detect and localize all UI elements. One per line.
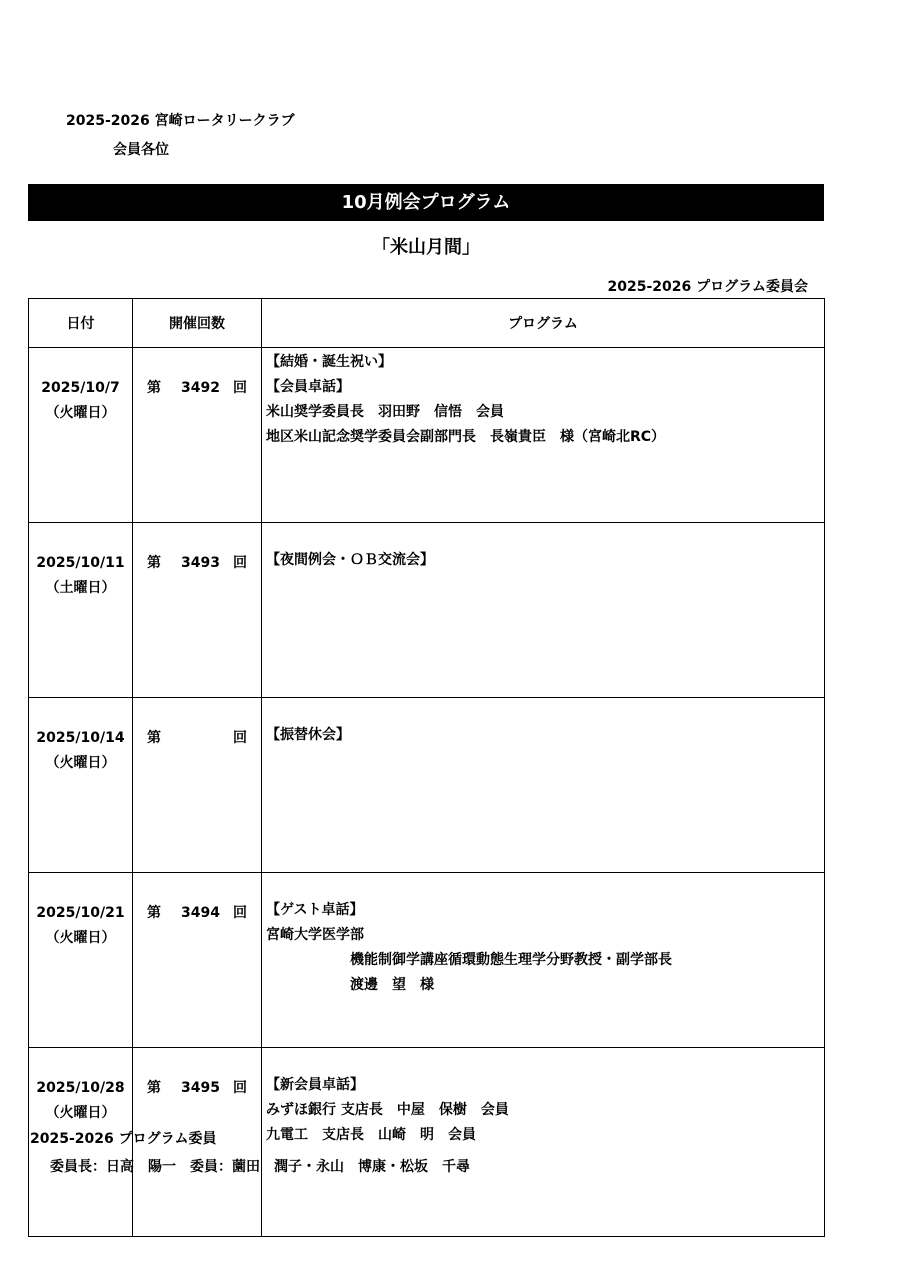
count-cell xyxy=(133,873,262,1048)
count-prefix: 第 xyxy=(147,730,161,746)
program-line: みずほ銀行 支店長 中屋 保樹 会員 xyxy=(266,1102,509,1118)
meeting-number xyxy=(181,726,233,751)
meeting-number: 3493 xyxy=(181,555,220,571)
date-cell xyxy=(29,873,133,1048)
count-prefix: 第 xyxy=(147,1080,161,1096)
column-header-program: プログラム xyxy=(262,299,825,348)
program-line: 米山奨学委員長 羽田野 信悟 会員 xyxy=(266,404,504,420)
count-suffix: 回 xyxy=(233,380,247,396)
addressee-line: 会員各位 xyxy=(113,142,169,158)
program-line: 【夜間例会・ＯＢ交流会】 xyxy=(266,552,434,568)
program-line: 機能制御学講座循環動態生理学分野教授・副学部長 xyxy=(350,952,672,968)
count-suffix: 回 xyxy=(233,730,247,746)
meeting-weekday: （火曜日） xyxy=(45,405,116,421)
count-prefix: 第 xyxy=(147,380,161,396)
program-line: 地区米山記念奨学委員会副部門長 長嶺貴臣 様（宮崎北RC） xyxy=(266,429,666,445)
meeting-weekday: （火曜日） xyxy=(45,755,116,771)
footer-committee-members: 委員長：日高 陽一 委員：薗田 潤子・永山 博康・松坂 千尋 xyxy=(50,1159,470,1175)
column-header-count: 開催回数 xyxy=(133,299,262,348)
program-line: 【結婚・誕生祝い】 xyxy=(266,354,392,370)
count-prefix: 第 xyxy=(147,905,161,921)
count-cell xyxy=(133,523,262,698)
footer-committee-title: 2025-2026 プログラム委員 xyxy=(30,1131,217,1147)
meeting-date: 2025/10/28 xyxy=(36,1080,125,1096)
table-row xyxy=(29,873,825,1048)
count-suffix: 回 xyxy=(233,555,247,571)
program-cell xyxy=(262,1048,825,1237)
program-line: 【ゲスト卓話】 xyxy=(266,902,364,918)
month-theme: 「米山月間」 xyxy=(372,237,480,258)
count-prefix: 第 xyxy=(147,555,161,571)
club-name-line: 2025-2026 宮崎ロータリークラブ xyxy=(66,113,295,129)
program-cell xyxy=(262,348,825,523)
committee-header: 2025-2026 プログラム委員会 xyxy=(607,279,808,295)
count-suffix: 回 xyxy=(233,905,247,921)
count-cell xyxy=(133,348,262,523)
meeting-date: 2025/10/14 xyxy=(36,730,125,746)
meeting-number: 3495 xyxy=(181,1080,220,1096)
program-line: 渡邊 望 様 xyxy=(350,977,434,993)
program-line: 九電工 支店長 山崎 明 会員 xyxy=(266,1127,476,1143)
program-line: 宮崎大学医学部 xyxy=(266,927,364,943)
program-table xyxy=(28,298,825,1237)
program-cell xyxy=(262,698,825,873)
program-line: 【会員卓話】 xyxy=(266,379,350,395)
date-cell xyxy=(29,348,133,523)
meeting-date: 2025/10/7 xyxy=(41,380,120,396)
table-row xyxy=(29,523,825,698)
program-cell xyxy=(262,873,825,1048)
count-cell xyxy=(133,698,262,873)
meeting-number: 3494 xyxy=(181,905,220,921)
meeting-date: 2025/10/11 xyxy=(36,555,125,571)
meeting-date: 2025/10/21 xyxy=(36,905,125,921)
program-cell xyxy=(262,523,825,698)
table-header-row xyxy=(29,299,825,348)
page-title: 10月例会プログラム xyxy=(28,184,824,221)
table-row xyxy=(29,348,825,523)
program-line: 【新会員卓話】 xyxy=(266,1077,364,1093)
column-header-date: 日付 xyxy=(29,299,133,348)
date-cell xyxy=(29,523,133,698)
meeting-weekday: （土曜日） xyxy=(45,580,116,596)
meeting-weekday: （火曜日） xyxy=(45,930,116,946)
program-line: 【振替休会】 xyxy=(266,727,350,743)
meeting-weekday: （火曜日） xyxy=(45,1105,116,1121)
date-cell xyxy=(29,698,133,873)
table-row xyxy=(29,698,825,873)
count-suffix: 回 xyxy=(233,1080,247,1096)
meeting-number: 3492 xyxy=(181,380,220,396)
